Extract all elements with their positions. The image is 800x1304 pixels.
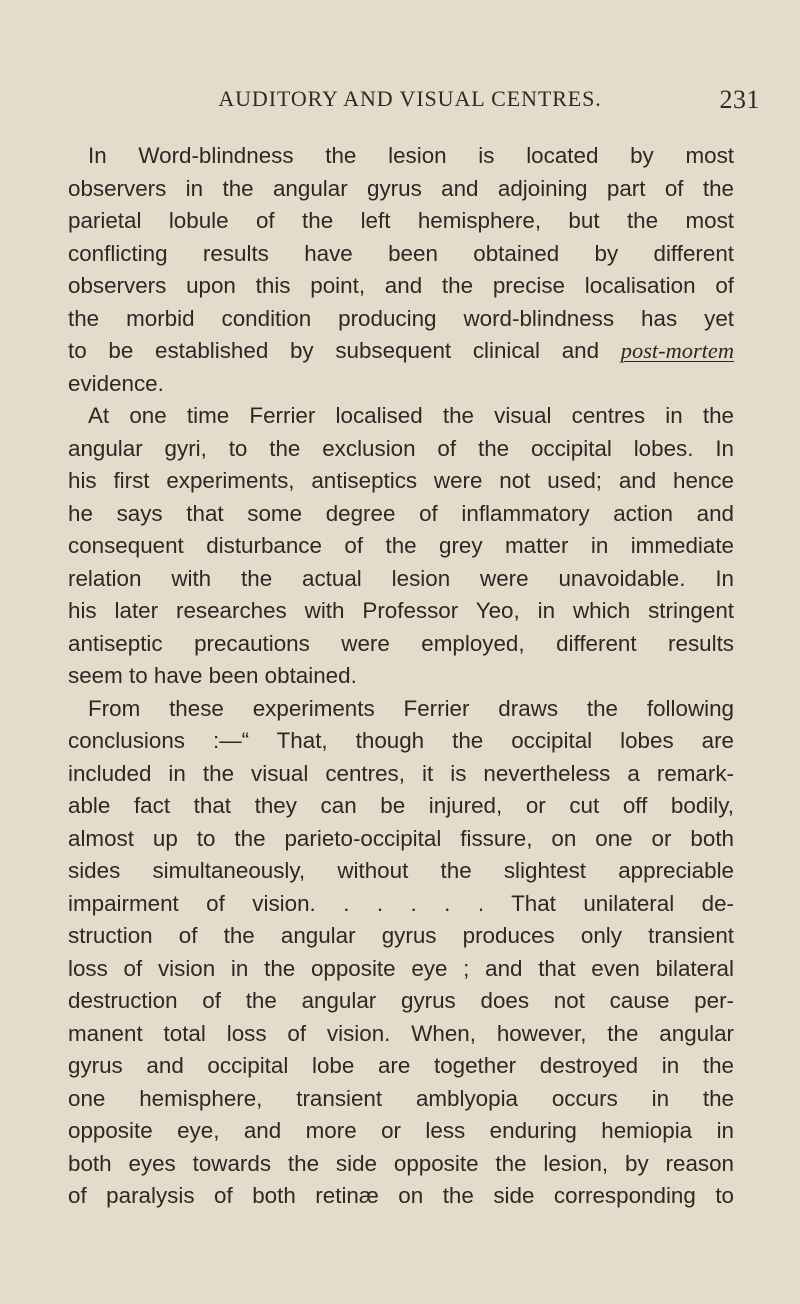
text-line: angular gyri, to the exclusion of the occipital lobes. In	[68, 435, 734, 461]
text-line: evidence.	[68, 370, 164, 396]
text-line: From these experiments Ferrier draws the following	[88, 695, 734, 721]
text-line: gyrus and occipital lobe are together destroyed in the	[68, 1053, 734, 1078]
text-line: antiseptic precautions were employed, different results	[68, 630, 734, 656]
text-line: observers upon this point, and the precise localisation of	[68, 273, 734, 298]
text-line: opposite eye, and more or less enduring hemiopia in	[68, 1118, 734, 1143]
text-line: included in the visual centres, it is nevertheless a remark-	[68, 760, 734, 786]
text-line: the morbid condition producing word-blindness has yet	[68, 305, 734, 331]
text-line: almost up to the parieto-occipital fissure, on one or both	[68, 825, 734, 851]
text-line-start: to be established by subsequent clinical and	[68, 338, 621, 363]
text-line: At one time Ferrier localised the visual centres in the	[88, 403, 734, 428]
text-line: he says that some degree of inflammatory action and	[68, 500, 734, 526]
text-line: his later researches with Professor Yeo, in which stringent	[68, 598, 734, 623]
text-line: impairment of vision. . . . . . That unilateral de-	[68, 890, 734, 916]
body-text	[68, 140, 734, 1213]
page-number: 231	[719, 85, 760, 114]
text-line: observers in the angular gyrus and adjoining part of the	[68, 175, 734, 201]
text-line: able fact that they can be injured, or cut off bodily,	[68, 793, 734, 818]
text-line: loss of vision in the opposite eye ; and that even bilateral	[68, 955, 734, 981]
text-line: his first experiments, antiseptics were not used; and hence	[68, 468, 734, 493]
text-line: sides simultaneously, without the slightest appreciable	[68, 858, 734, 883]
text-line: manent total loss of vision. When, however, the angular	[68, 1020, 734, 1046]
text-line: struction of the angular gyrus produces only transient	[68, 923, 734, 948]
text-line: seem to have been obtained.	[68, 663, 357, 688]
text-line: In Word-blindness the lesion is located by most	[88, 143, 734, 168]
running-title: AUDITORY AND VISUAL CENTRES.	[218, 86, 602, 111]
text-line: both eyes towards the side opposite the lesion, by reason	[68, 1150, 734, 1176]
text-line: destruction of the angular gyrus does not cause per-	[68, 988, 734, 1013]
text-line: conflicting results have been obtained by different	[68, 240, 734, 266]
text-line: consequent disturbance of the grey matter in immediate	[68, 533, 734, 558]
text-line: parietal lobule of the left hemisphere, but the most	[68, 208, 734, 233]
text-line: one hemisphere, transient amblyopia occurs in the	[68, 1085, 734, 1111]
italic-phrase: post-mortem	[620, 338, 734, 363]
text-line: relation with the actual lesion were unavoidable. In	[68, 565, 734, 591]
text-line-with-italic	[68, 335, 734, 368]
text-line: conclusions :—“ That, though the occipital lobes are	[68, 728, 734, 753]
text-line: of paralysis of both retinæ on the side corresponding to	[68, 1183, 734, 1208]
running-head	[60, 86, 760, 116]
